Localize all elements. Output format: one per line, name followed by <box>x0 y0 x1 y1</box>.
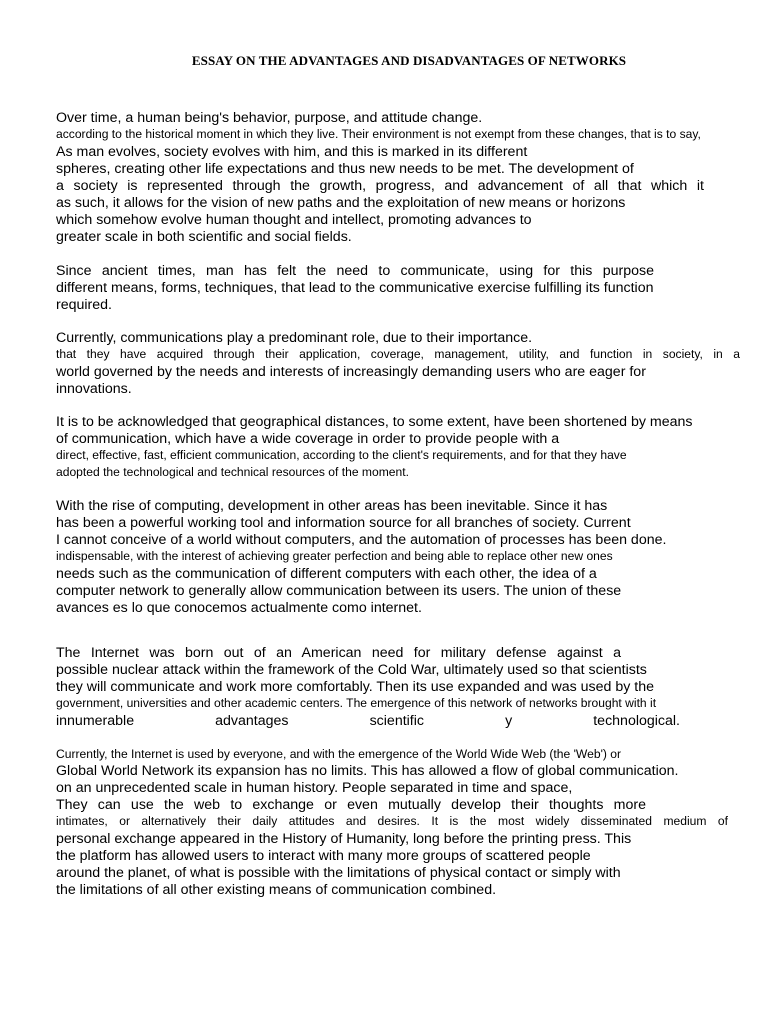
paragraph-7-line-3: on an unprecedented scale in human history. People separated in time and space, <box>56 780 573 796</box>
paragraph-7-line-4: They can use the web to exchange or even mutually develop their thoughts more <box>56 797 646 813</box>
paragraph-2-line-1: Since ancient times, man has felt the need to communicate, using for this purpose <box>56 263 654 279</box>
paragraph-7-line-8: around the planet, of what is possible with the limitations of physical contact or simply with <box>56 865 621 881</box>
paragraph-6-line-4: government, universities and other academic centers. The emergence of this network of networks brought with it <box>56 696 657 710</box>
paragraph-1-line-7: which somehow evolve human thought and intellect, promoting advances to <box>56 212 532 228</box>
paragraph-1-line-6: as such, it allows for the vision of new paths and the exploitation of new means or horizons <box>56 195 626 211</box>
paragraph-7-line-2: Global World Network its expansion has no limits. This has allowed a flow of global communication. <box>56 763 679 779</box>
paragraph-1-line-8: greater scale in both scientific and social fields. <box>56 229 352 245</box>
paragraph-5-line-3: I cannot conceive of a world without computers, and the automation of processes has been done. <box>56 532 667 548</box>
paragraph-6-line-5: innumerable advantages scientific y technological. <box>56 713 680 729</box>
paragraph-7-line-9: the limitations of all other existing means of communication combined. <box>56 882 497 898</box>
paragraph-5-line-2: has been a powerful working tool and information source for all branches of society. Current <box>56 515 631 531</box>
paragraph-2-line-3: required. <box>56 297 112 313</box>
paragraph-4-line-1: It is to be acknowledged that geographical distances, to some extent, have been shortened by means <box>56 414 693 430</box>
paragraph-1-line-5: a society is represented through the growth, progress, and advancement of all that which it <box>56 178 704 194</box>
paragraph-2-line-2: different means, forms, techniques, that lead to the communicative exercise fulfilling its function <box>56 280 654 296</box>
paragraph-6-line-2: possible nuclear attack within the framework of the Cold War, ultimately used so that scientists <box>56 662 647 678</box>
paragraph-6-line-3: they will communicate and work more comfortably. Then its use expanded and was used by the <box>56 679 655 695</box>
paragraph-3-line-1: Currently, communications play a predominant role, due to their importance. <box>56 330 533 346</box>
paragraph-5-line-6: computer network to generally allow communication between its users. The union of these <box>56 583 622 599</box>
paragraph-4-line-3: direct, effective, fast, efficient communication, according to the client's requirements, and for that they have <box>56 448 627 462</box>
paragraph-7-line-7: the platform has allowed users to interact with many more groups of scattered people <box>56 848 591 864</box>
paragraph-1-line-4: spheres, creating other life expectations and thus new needs to be met. The development of <box>56 161 634 177</box>
paragraph-1-line-3: As man evolves, society evolves with him, and this is marked in its different <box>56 144 528 160</box>
paragraph-1-line-2: according to the historical moment in which they live. Their environment is not exempt from these changes, that is to say, <box>56 127 701 141</box>
essay-title: ESSAY ON THE ADVANTAGES AND DISADVANTAGES OF NETWORKS <box>191 53 627 68</box>
paragraph-4-line-4: adopted the technological and technical resources of the moment. <box>56 465 409 479</box>
paragraph-7-line-5: intimates, or alternatively their daily attitudes and desires. It is the most widely disseminated medium of <box>56 814 728 828</box>
paragraph-5-line-1: With the rise of computing, development in other areas has been inevitable. Since it has <box>56 498 608 514</box>
paragraph-7-line-1: Currently, the Internet is used by everyone, and with the emergence of the World Wide Web (the 'Web') or <box>56 747 622 761</box>
paragraph-3-line-4: innovations. <box>56 381 132 397</box>
paragraph-5-line-5: needs such as the communication of different computers with each other, the idea of a <box>56 566 597 582</box>
paragraph-5-line-4: indispensable, with the interest of achieving greater perfection and being able to replace other new ones <box>56 549 613 563</box>
paragraph-3-line-3: world governed by the needs and interests of increasingly demanding users who are eager for <box>56 364 646 380</box>
paragraph-7-line-6: personal exchange appeared in the History of Humanity, long before the printing press. This <box>56 831 632 847</box>
paragraph-6-line-1: The Internet was born out of an American need for military defense against a <box>56 645 621 661</box>
paragraph-3-line-2: that they have acquired through their application, coverage, management, utility, and function in society, in a <box>56 347 740 361</box>
paragraph-5-line-7: avances es lo que conocemos actualmente como internet. <box>56 600 422 616</box>
paragraph-4-line-2: of communication, which have a wide coverage in order to provide people with a <box>56 431 560 447</box>
paragraph-1-line-1: Over time, a human being's behavior, purpose, and attitude change. <box>56 110 483 126</box>
